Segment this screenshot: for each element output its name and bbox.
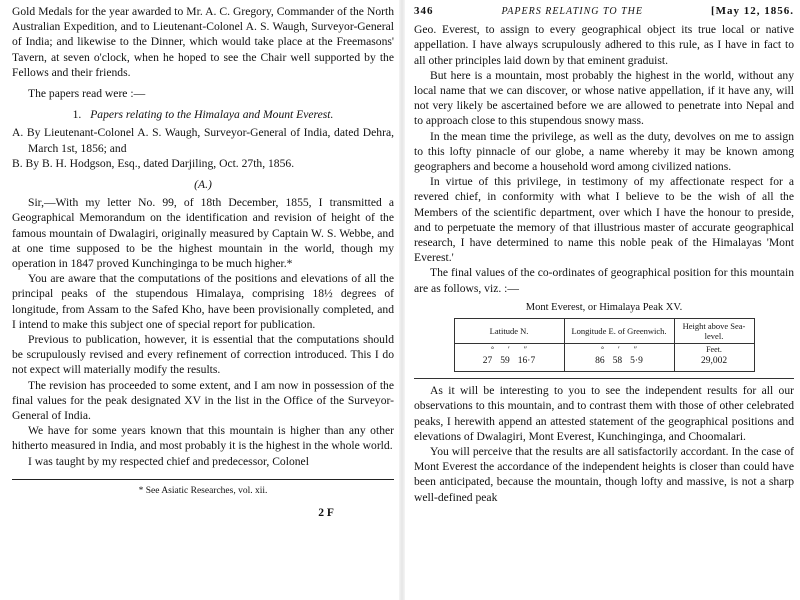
running-head xyxy=(414,4,794,19)
section-number: 1. xyxy=(72,108,82,122)
header-height: Height above Sea-level. xyxy=(674,319,754,344)
section-heading xyxy=(12,107,394,122)
body-paragraph: The final values of the co-ordinates of geographical position for this mountain are as follows, viz. :— xyxy=(414,266,794,295)
unit-seconds: ″ xyxy=(523,345,528,355)
latitude-degrees: 27 xyxy=(482,356,493,367)
paper-a-entry: A. By Lieutenant-Colonel A. S. Waugh, Surveyor-General of India, dated Dehra, March 1st, 1856; and xyxy=(12,126,394,155)
body-paragraph: Geo. Everest, to assign to every geographical object its true local or native appellation. I have always scrupulously adhered to this rule, as I have in fact to all other principles laid down by that eminent graduist. xyxy=(414,23,794,67)
latitude-cell xyxy=(454,344,564,372)
page-number: 346 xyxy=(414,5,434,17)
intro-paragraph: Gold Medals for the year awarded to Mr. A. C. Gregory, Commander of the North Australian Expedition, and to Lieutenant-Colonel A. S. Waugh, Surveyor-General of India; and likewise to the Dinner, which would take place at the Freemasons' Tavern, at seven o'clock, when he hoped to see the Chair well supported by the Fellows and their friends. xyxy=(12,5,394,79)
longitude-degrees: 86 xyxy=(595,356,605,367)
header-latitude: Latitude N. xyxy=(454,319,564,344)
latitude-seconds: 16·7 xyxy=(517,356,536,367)
body-paragraph: As it will be interesting to you to see the independent results for all our observations to this mountain, and to contrast them with those of other celebrated peaks, I herewith append an attested statement of the geographical positions and elevations of Dwalagiri, Mont Everest, Kunchinginga, and Choomalari. xyxy=(414,384,794,443)
running-title: PAPERS RELATING TO THE xyxy=(501,6,643,17)
papers-read-label: The papers read were :— xyxy=(28,87,146,101)
table-row xyxy=(454,344,754,372)
height-value: 29,002 xyxy=(700,356,728,367)
letter-marker: (A.) xyxy=(194,178,212,192)
body-paragraph: You will perceive that the results are all satisfactorily accordant. In the case of Mont Everest the accordance of the independent heights is closer than could have been anticipated, because the mountain, though lofty and massive, is not a sharp well-defined peak xyxy=(414,445,794,504)
longitude-minutes: 58 xyxy=(612,356,623,367)
body-paragraph: You are aware that the computations of the positions and elevations of all the principal peaks of the stupendous Himalaya, comprising 18½ degrees of longitude, from Assam to the Safed Kho, have been provisionally completed, and I intend to make this subject one of special report for publication. xyxy=(12,272,394,331)
table-header-row xyxy=(454,319,754,344)
running-date: [May 12, 1856. xyxy=(710,5,794,17)
unit-seconds: ″ xyxy=(633,345,638,355)
body-paragraph: I was taught by my respected chief and predecessor, Colonel xyxy=(28,454,309,468)
section-title: Papers relating to the Himalaya and Mount Everest. xyxy=(90,108,334,122)
right-page xyxy=(404,0,800,600)
body-paragraph: In virtue of this privilege, in testimony of my affectionate respect for a revered chief, in conformity with what I believe to be the wish of all the Members of the scientific department, over which I have the honour to preside, and to perpetuate the memory of that illustrious master of accurate geographical research, I have determined to name this noble peak of the Himalayas 'Mont Everest.' xyxy=(414,175,794,265)
paper-b-entry: B. By B. H. Hodgson, Esq., dated Darjiling, Oct. 27th, 1856. xyxy=(12,156,295,170)
unit-minutes: ′ xyxy=(508,345,510,355)
table-caption: Mont Everest, or Himalaya Peak XV. xyxy=(525,301,683,313)
unit-minutes: ′ xyxy=(618,345,620,355)
longitude-seconds: 5·9 xyxy=(630,356,643,367)
coordinates-table xyxy=(454,318,755,372)
header-longitude: Longitude E. of Greenwich. xyxy=(564,319,674,344)
longitude-cell xyxy=(564,344,674,372)
footnote-divider xyxy=(12,479,394,480)
height-unit: Feet. xyxy=(706,345,722,355)
body-paragraph: In the mean time the privilege, as well as the duty, devolves on me to assign to this lofty pinnacle of our globe, a name whereby it may be known among geographers and become a household word among civilized nations. xyxy=(414,129,794,174)
printer-signature: 2 F xyxy=(318,506,334,520)
body-paragraph: Previous to publication, however, it is essential that the computations should be scrupulously revised and every refinement of correction introduced. This I do not expect will materially modify the results. xyxy=(12,333,394,377)
body-paragraph: Sir,—With my letter No. 99, of 18th December, 1855, I transmitted a Geographical Memorandum on the identification and revision of height of the famous mountain of Dwalagiri, originally measured by Captain W. S. Webbe, and at one time supposed to be the highest mountain in the world, though my operation in 1847 proved Kunchinginga to be much higher.* xyxy=(12,196,394,271)
body-paragraph: But here is a mountain, most probably the highest in the world, without any local name that we can discover, or whose native appellation, if it have any, will not very likely be ascertained before we are allowed to penetrate into Nepal and to approach close to this stupendous snowy mass. xyxy=(414,68,794,128)
unit-degrees: ° xyxy=(600,345,605,355)
unit-degrees: ° xyxy=(490,345,495,355)
body-paragraph: We have for some years known that this mountain is higher than any other hitherto measured in India, and most probably it is the highest in the whole world. xyxy=(12,424,394,453)
body-paragraph: The revision has proceeded to some extent, and I am now in possession of the final values for the peak designated XV in the list in the Office of the Surveyor-General of India. xyxy=(12,378,394,423)
latitude-minutes: 59 xyxy=(500,356,510,367)
footnote: * See Asiatic Researches, vol. xii. xyxy=(138,485,268,496)
height-cell xyxy=(674,344,754,372)
table-divider xyxy=(414,378,794,379)
